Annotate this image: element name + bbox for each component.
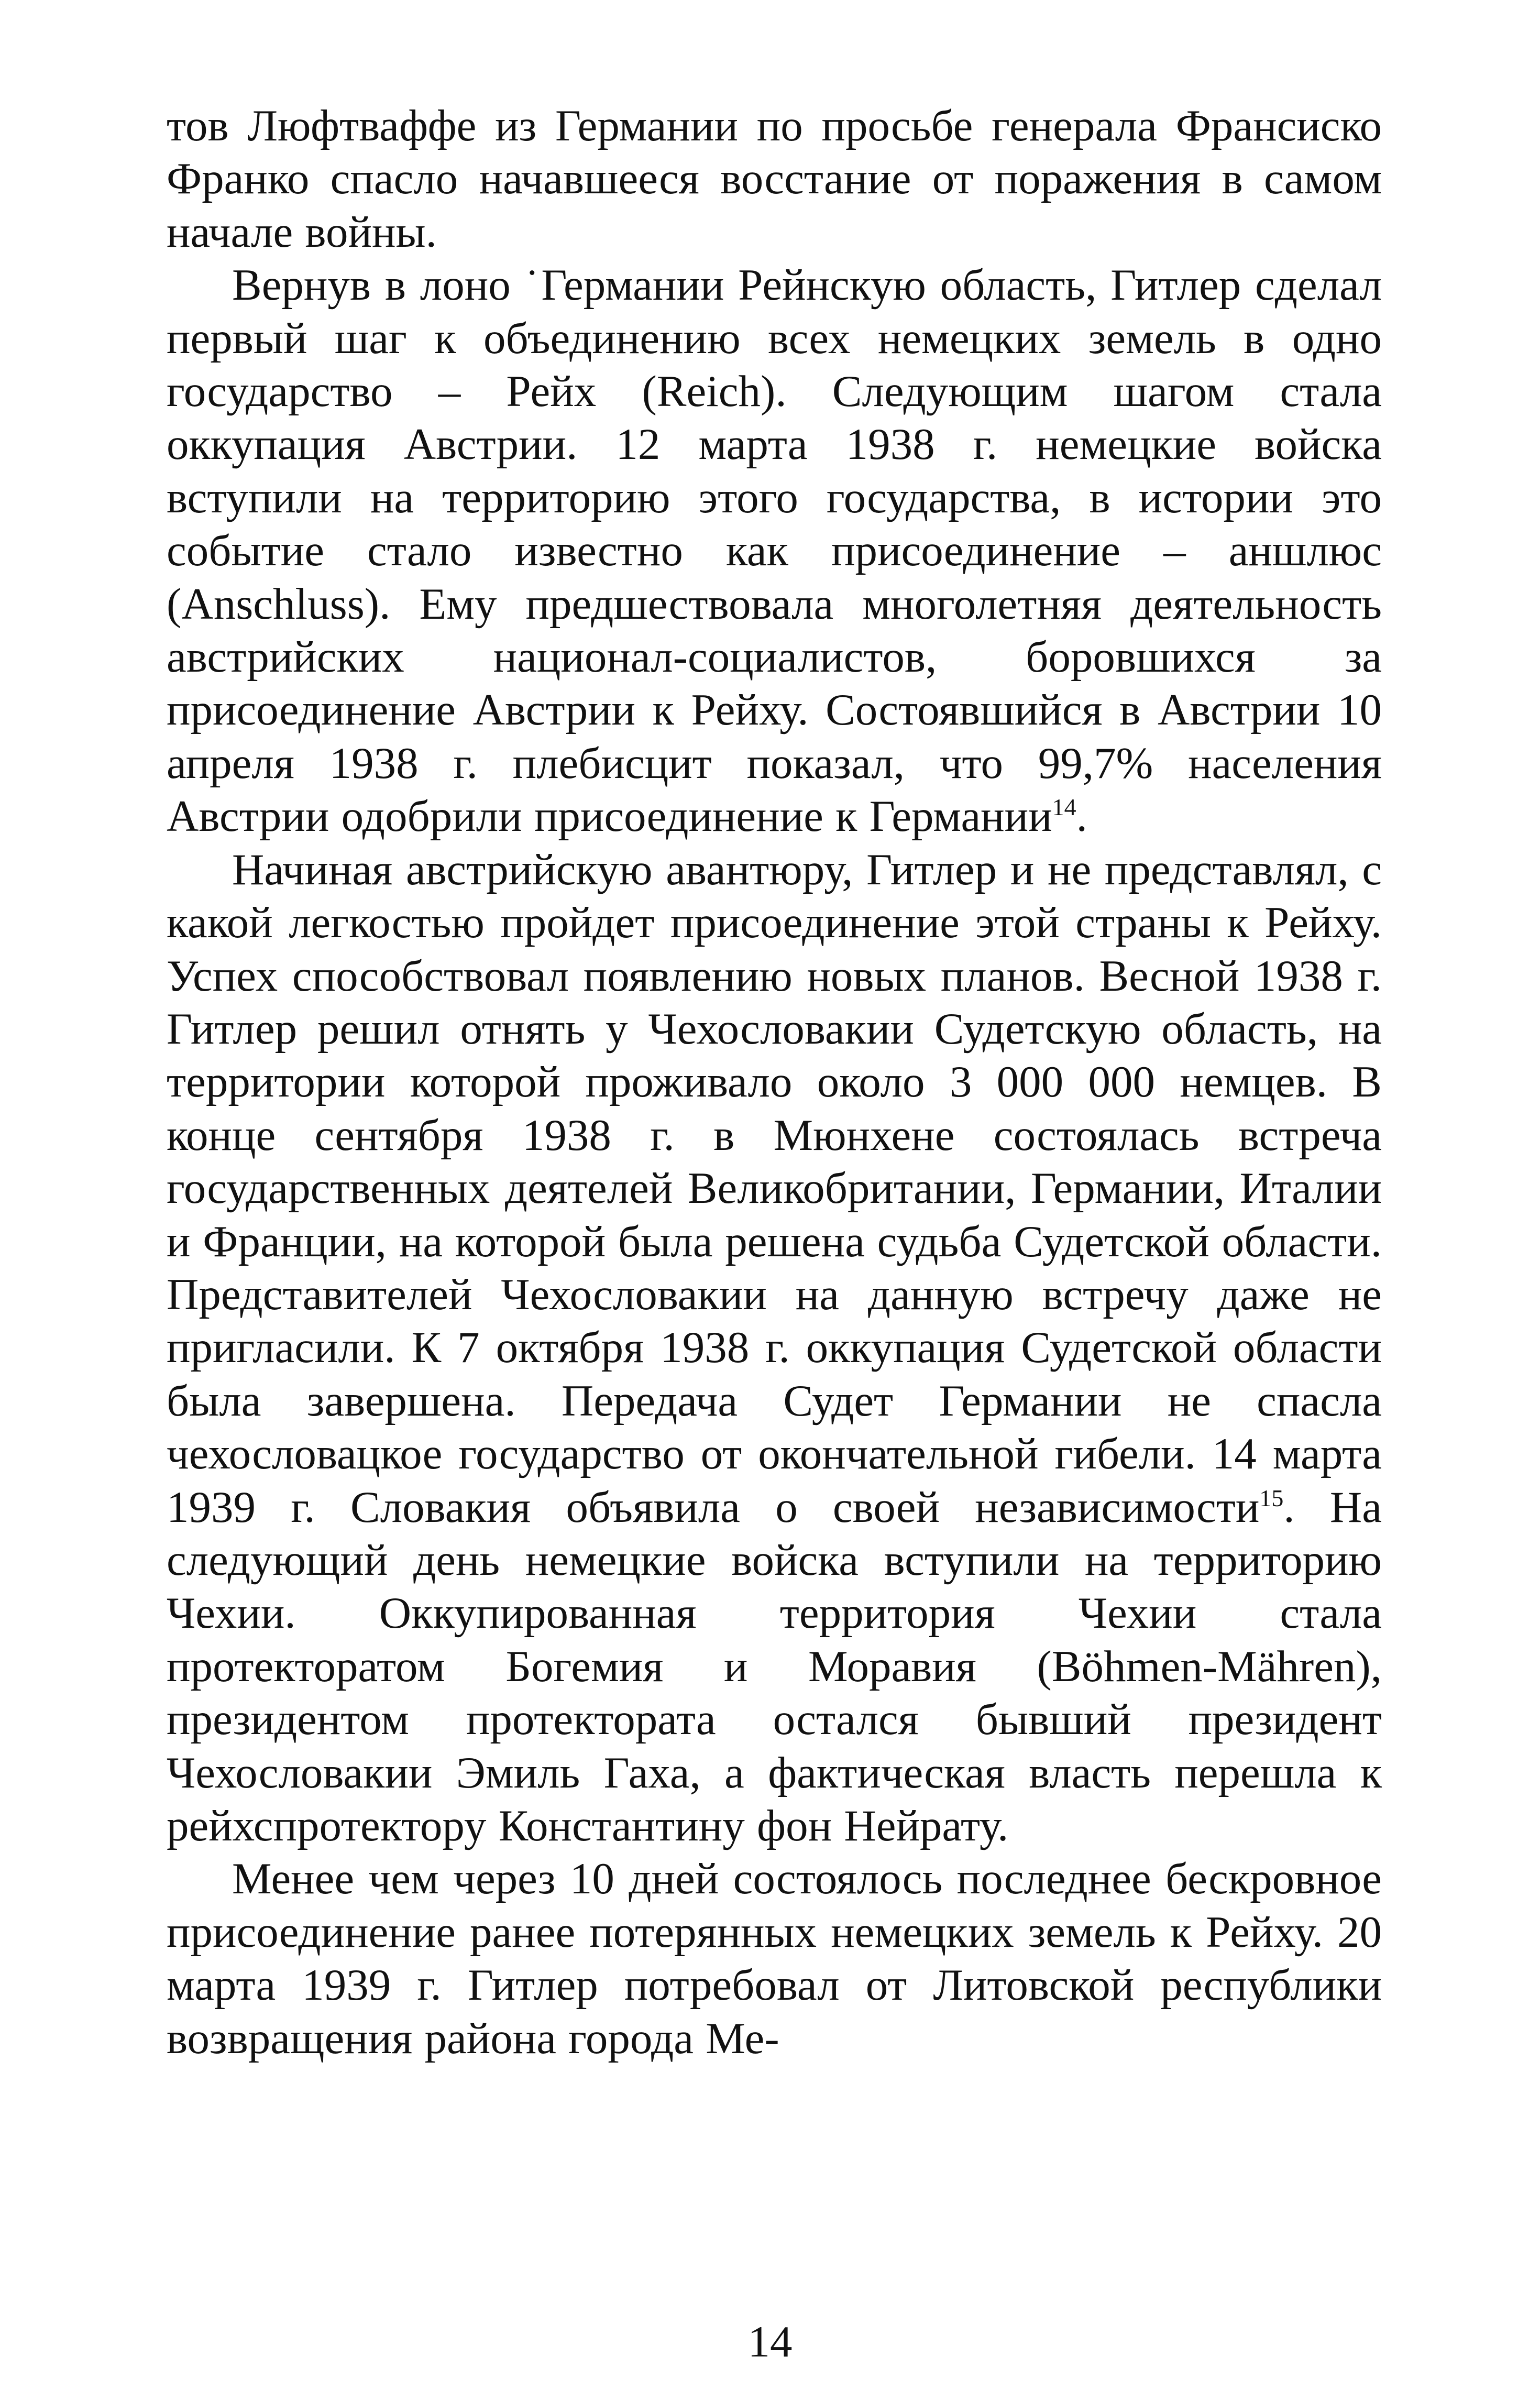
page-number: 14	[747, 2317, 793, 2366]
body-text	[167, 100, 1382, 2065]
paragraph-memel: Менее чем через 10 дней состоялось последнее бескровное присоединение ранее потерянных немецких земель к Рейху. 20 марта 1939 г. Гитлер потребовал от Литовской республики возвращения района города Ме-	[167, 1854, 1382, 2063]
footnote-marker[interactable]: 14	[1052, 794, 1076, 821]
paragraph-czechoslovakia: Начиная австрийскую авантюру, Гитлер и не представлял, с какой легкостью пройдет присоединение этой страны к Рейху. Успех способствовал появлению новых планов. Весной 1938 г. Гитлер решил отнять у Чехословакии Судетскую область, на территории которой проживало около 3 000 000 немцев. В конце сентября 1938 г. в Мюнхене состоялась встреча государственных деятелей Великобритании, Германии, Италии и Франции, на которой была решена судьба Судетской области. Представителей Чехословакии на данную встречу даже не пригласили. К 7 октября 1938 г. оккупация Судетской области была завершена. Передача Судет Германии не спасла чехословацкое государство от окончательной гибели. 14 марта 1939 г. Словакия объявила о своей независимости$^{15}$. На следующий день немецкие войска вступили на территорию Чехии. Оккупированная территория Чехии стала протекторатом Богемия и Моравия (Böhmen-Mähren), президентом протектората остался бывший президент Чехословакии Эмиль Гаха, а фактическая власть перешла к рейхспротектору Константину фон Нейрату.	[167, 845, 1382, 1850]
paragraph-rhineland-austria: Вернув в лоно ˙Германии Рейнскую область, Гитлер сделал первый шаг к объединению всех немецких земель в одно государство – Рейх (Reich). Следующим шагом стала оккупация Австрии. 12 марта 1938 г. немецкие войска вступили на территорию этого государства, в истории это событие стало известно как присоединение – аншлюс (Anschluss). Ему предшествовала многолетняя деятельность австрийских национал-социалистов, боровшихся за присоединение Австрии к Рейху. Состоявшийся в Австрии 10 апреля 1938 г. плебисцит показал, что 99,7% населения Австрии одобрили присоединение к Германии$^{14}$.	[167, 260, 1382, 841]
paragraph-continued: тов Люфтваффе из Германии по просьбе генерала Франсиско Франко спасло начавшееся восстание от поражения в самом начале войны.	[167, 101, 1382, 257]
footnote-marker[interactable]: 15	[1259, 1484, 1284, 1511]
